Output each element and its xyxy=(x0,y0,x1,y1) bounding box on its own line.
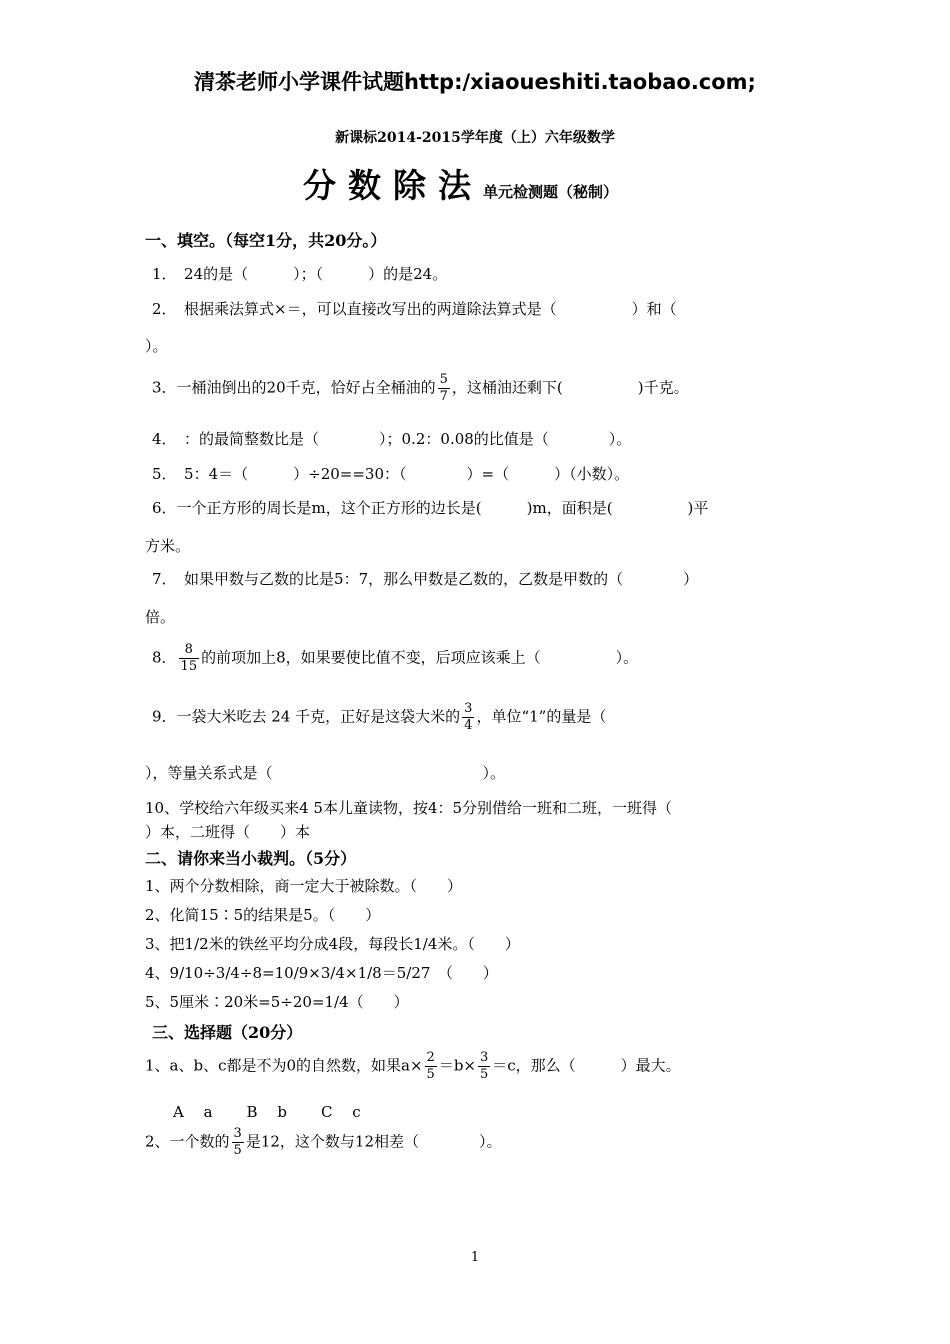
fraction-denominator: 5 xyxy=(480,1067,489,1082)
subtitle: 新课标2014-2015学年度（上）六年级数学 xyxy=(335,130,615,146)
question-1-1: 1． 24的是（ ）；（ ）的是24。 xyxy=(152,265,448,283)
q9-text-pre: 9．一袋大米吃去 24 千克，正好是这袋大米的 xyxy=(152,707,461,726)
section3-heading: 三、选择题（20分） xyxy=(152,1023,303,1042)
question-1-2-line2: ）。 xyxy=(145,337,168,355)
fraction-numerator: 5 xyxy=(439,372,448,387)
judge-item-3: 3、把1/2米的铁丝平均分成4段，每段长1/4米。（ ） xyxy=(145,935,520,953)
q3-text-post: ，这桶油还剩下( )千克。 xyxy=(451,378,689,397)
section2-heading: 二、请你来当小裁判。（5分） xyxy=(145,849,357,868)
fraction-denominator: 4 xyxy=(464,718,473,733)
question-1-4: 4． ：的最简整数比是（ ）；0.2：0.08的比值是（ ）。 xyxy=(152,430,632,448)
section1-heading: 一、填空。（每空1分，共20分。） xyxy=(145,231,387,250)
question-1-7-line1: 7． 如果甲数与乙数的比是5：7，那么甲数是乙数的，乙数是甲数的（ ） xyxy=(152,570,699,588)
fraction-3-5 xyxy=(478,1050,490,1083)
q3-text-pre: 3．一桶油倒出的20千克，恰好占全桶油的 xyxy=(152,378,436,397)
fraction-8-15 xyxy=(179,642,200,675)
fraction-numerator: 8 xyxy=(179,642,200,659)
title-main: 分数除法 xyxy=(303,166,483,205)
q8-text-pre: 8． xyxy=(152,648,177,667)
choice-options xyxy=(173,1101,838,1122)
question-1-2-line1: 2． 根据乘法算式×＝，可以直接改写出的两道除法算式是（ ）和（ xyxy=(152,300,677,318)
fraction-numerator: 3 xyxy=(480,1050,489,1065)
judge-item-1: 1、两个分数相除，商一定大于被除数。（ ） xyxy=(145,877,463,895)
choice-question-2 xyxy=(145,1126,810,1159)
fraction-3-5-b xyxy=(232,1126,244,1159)
q8-text-post: 的前项加上8，如果要使比值不变，后项应该乘上（ ）。 xyxy=(201,648,639,667)
fraction-denominator: 15 xyxy=(180,659,198,674)
c1-text-mid: ＝b× xyxy=(438,1056,476,1075)
q9-text-post: ，单位“1”的量是（ xyxy=(476,707,607,726)
fraction-denominator: 5 xyxy=(426,1067,435,1082)
question-1-6-line1: 6．一个正方形的周长是m，这个正方形的边长是( )m，面积是( )平 xyxy=(152,499,709,517)
page-title xyxy=(303,160,618,207)
question-1-3 xyxy=(152,372,817,405)
judge-item-2: 2、化简15∶5的结果是5。（ ） xyxy=(145,906,381,924)
judge-item-4: 4、9/10÷3/4÷8=10/9×3/4×1/8＝5/27 （ ） xyxy=(145,964,498,982)
c1-text-pre: 1、a、b、c都是不为0的自然数，如果a× xyxy=(145,1056,423,1075)
c2-text-post: 是12，这个数与12相差（ ）。 xyxy=(245,1132,502,1151)
fraction-denominator: 7 xyxy=(439,389,448,404)
question-1-6-line2: 方米。 xyxy=(145,537,191,555)
fraction-denominator: 5 xyxy=(233,1143,242,1158)
fraction-2-5 xyxy=(425,1050,437,1083)
page-number: 1 xyxy=(470,1250,480,1265)
fraction-3-4 xyxy=(462,701,474,734)
title-sub: 单元检测题（秘制） xyxy=(483,183,619,201)
question-1-5: 5． 5：4＝（ ）÷20==30：（ ）=（ ）（小数）。 xyxy=(152,465,630,483)
fraction-numerator: 3 xyxy=(464,701,473,716)
judge-item-5: 5、5厘米∶20米=5÷20=1/4（ ） xyxy=(145,993,409,1011)
option-a: A a xyxy=(173,1103,213,1121)
fraction-5-7 xyxy=(438,372,450,405)
question-1-10-line2: ）本，二班得（ ）本 xyxy=(145,823,311,841)
option-b: B b xyxy=(246,1103,287,1121)
question-1-10-line1: 10、学校给六年级买来4 5本儿童读物，按4：5分别借给一班和二班，一班得（ xyxy=(145,799,673,817)
question-1-9-line1 xyxy=(152,701,817,734)
fraction-numerator: 3 xyxy=(233,1126,242,1141)
c2-text-pre: 2、一个数的 xyxy=(145,1132,230,1151)
choice-question-1 xyxy=(145,1050,810,1083)
option-c: C c xyxy=(320,1103,361,1121)
question-1-9-line2: ），等量关系式是（ ）。 xyxy=(145,764,506,782)
c1-text-post: ＝c，那么（ ）最大。 xyxy=(492,1056,681,1075)
question-1-7-line2: 倍。 xyxy=(145,608,176,626)
fraction-numerator: 2 xyxy=(426,1050,435,1065)
question-1-8 xyxy=(152,642,817,675)
page-header: 清茶老师小学课件试题http:/xiaoueshiti.taobao.com; xyxy=(194,70,756,94)
